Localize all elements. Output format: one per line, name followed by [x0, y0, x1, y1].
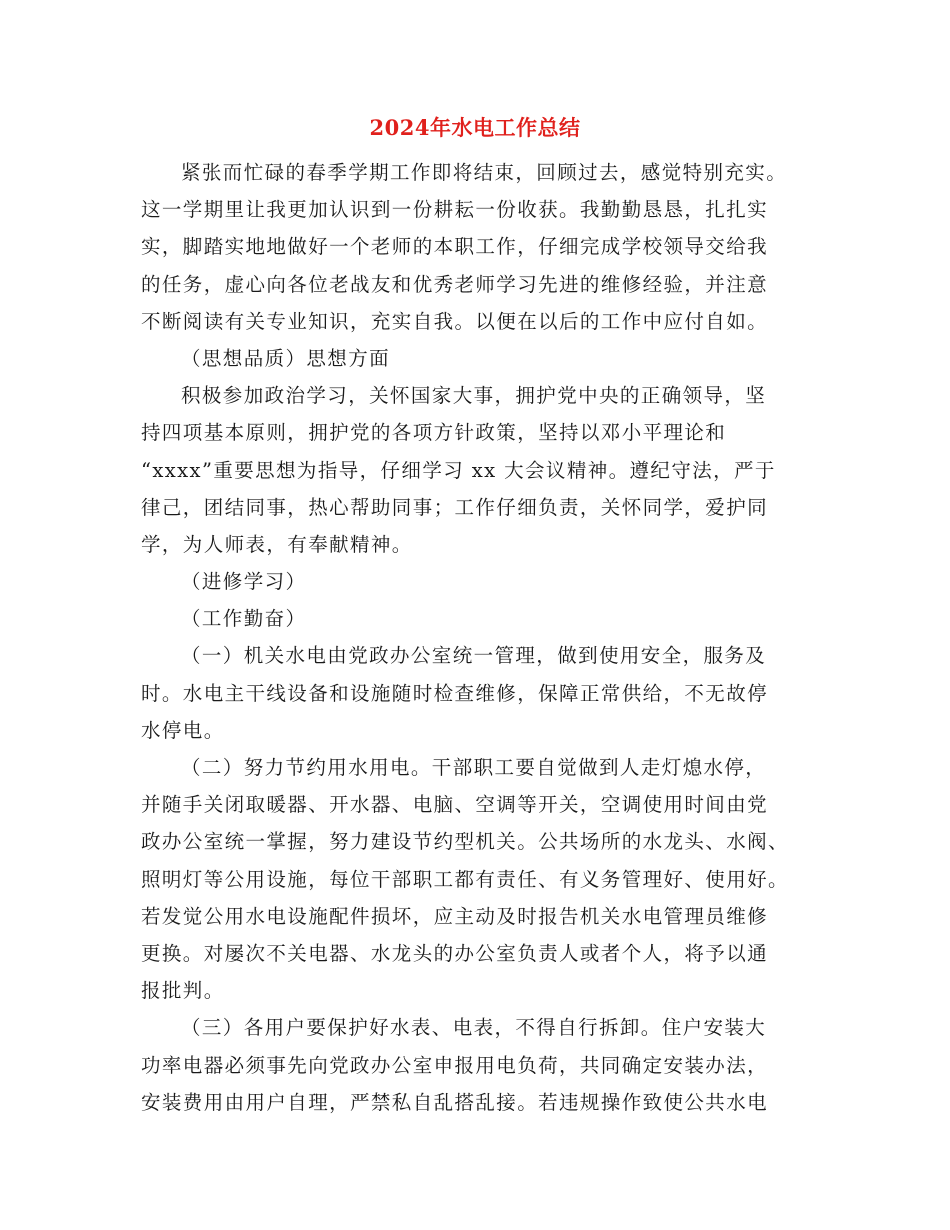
text-line: （工作勤奋） — [181, 607, 307, 631]
text-line: 照明灯等公用设施，每位干部职工都有责任、有义务管理好、使用好。 — [141, 867, 789, 891]
text-line: 水停电。 — [141, 718, 225, 742]
text-line: 时。水电主干线设备和设施随时检查维修，保障正常供给，不无故停 — [141, 681, 769, 705]
text-line: 实，脚踏实地地做好一个老师的本职工作，仔细完成学校领导交给我 — [141, 235, 769, 259]
text-line: （进修学习） — [181, 570, 307, 594]
document-title: 2024年水电工作总结 — [369, 115, 581, 140]
text-line: 安装费用由用户自理，严禁私自乱搭乱接。若违规操作致使公共水电 — [141, 1090, 769, 1114]
text-line: 报批判。 — [141, 979, 225, 1003]
text-line: 并随手关闭取暖器、开水器、电脑、空调等开关，空调使用时间由党 — [141, 793, 769, 817]
text-line: 更换。对屡次不关电器、水龙头的办公室负责人或者个人，将予以通 — [141, 941, 769, 965]
text-line: 学，为人师表，有奉献精神。 — [141, 532, 413, 556]
text-line: 持四项基本原则，拥护党的各项方针政策，坚持以邓小平理论和 — [141, 421, 727, 445]
text-line: 不断阅读有关专业知识，充实自我。以便在以后的工作中应付自如。 — [141, 309, 769, 333]
text-line: 这一学期里让我更加认识到一份耕耘一份收获。我勤勤恳恳，扎扎实 — [141, 198, 769, 222]
text-line: 若发觉公用水电设施配件损坏，应主动及时报告机关水电管理员维修 — [141, 904, 769, 928]
text-line: 功率电器必须事先向党政办公室申报用电负荷，共同确定安装办法， — [141, 1053, 769, 1077]
text-line: 紧张而忙碌的春季学期工作即将结束，回顾过去，感觉特别充实。 — [181, 161, 788, 184]
text-line: （二）努力节约用水用电。干部职工要自觉做到人走灯熄水停， — [181, 756, 767, 779]
text-line: 政办公室统一掌握，努力建设节约型机关。公共场所的水龙头、水阀、 — [141, 830, 789, 854]
text-line: 的任务，虚心向各位老战友和优秀老师学习先进的维修经验，并注意 — [141, 272, 769, 296]
text-line: 积极参加政治学习，关怀国家大事，拥护党中央的正确领导，坚 — [181, 384, 767, 408]
text-line: （一）机关水电由党政办公室统一管理，做到使用安全，服务及 — [181, 644, 767, 668]
document-body — [141, 154, 811, 1121]
text-line: （三）各用户要保护好水表、电表，不得自行拆卸。住户安装大 — [181, 1016, 767, 1040]
text-line: （思想品质）思想方面 — [181, 346, 391, 370]
text-line: 律己，团结同事，热心帮助同事；工作仔细负责，关怀同学，爱护同 — [141, 495, 769, 519]
text-line: “xxxx”重要思想为指导，仔细学习 xx 大会议精神。遵纪守法，严于 — [141, 458, 776, 482]
